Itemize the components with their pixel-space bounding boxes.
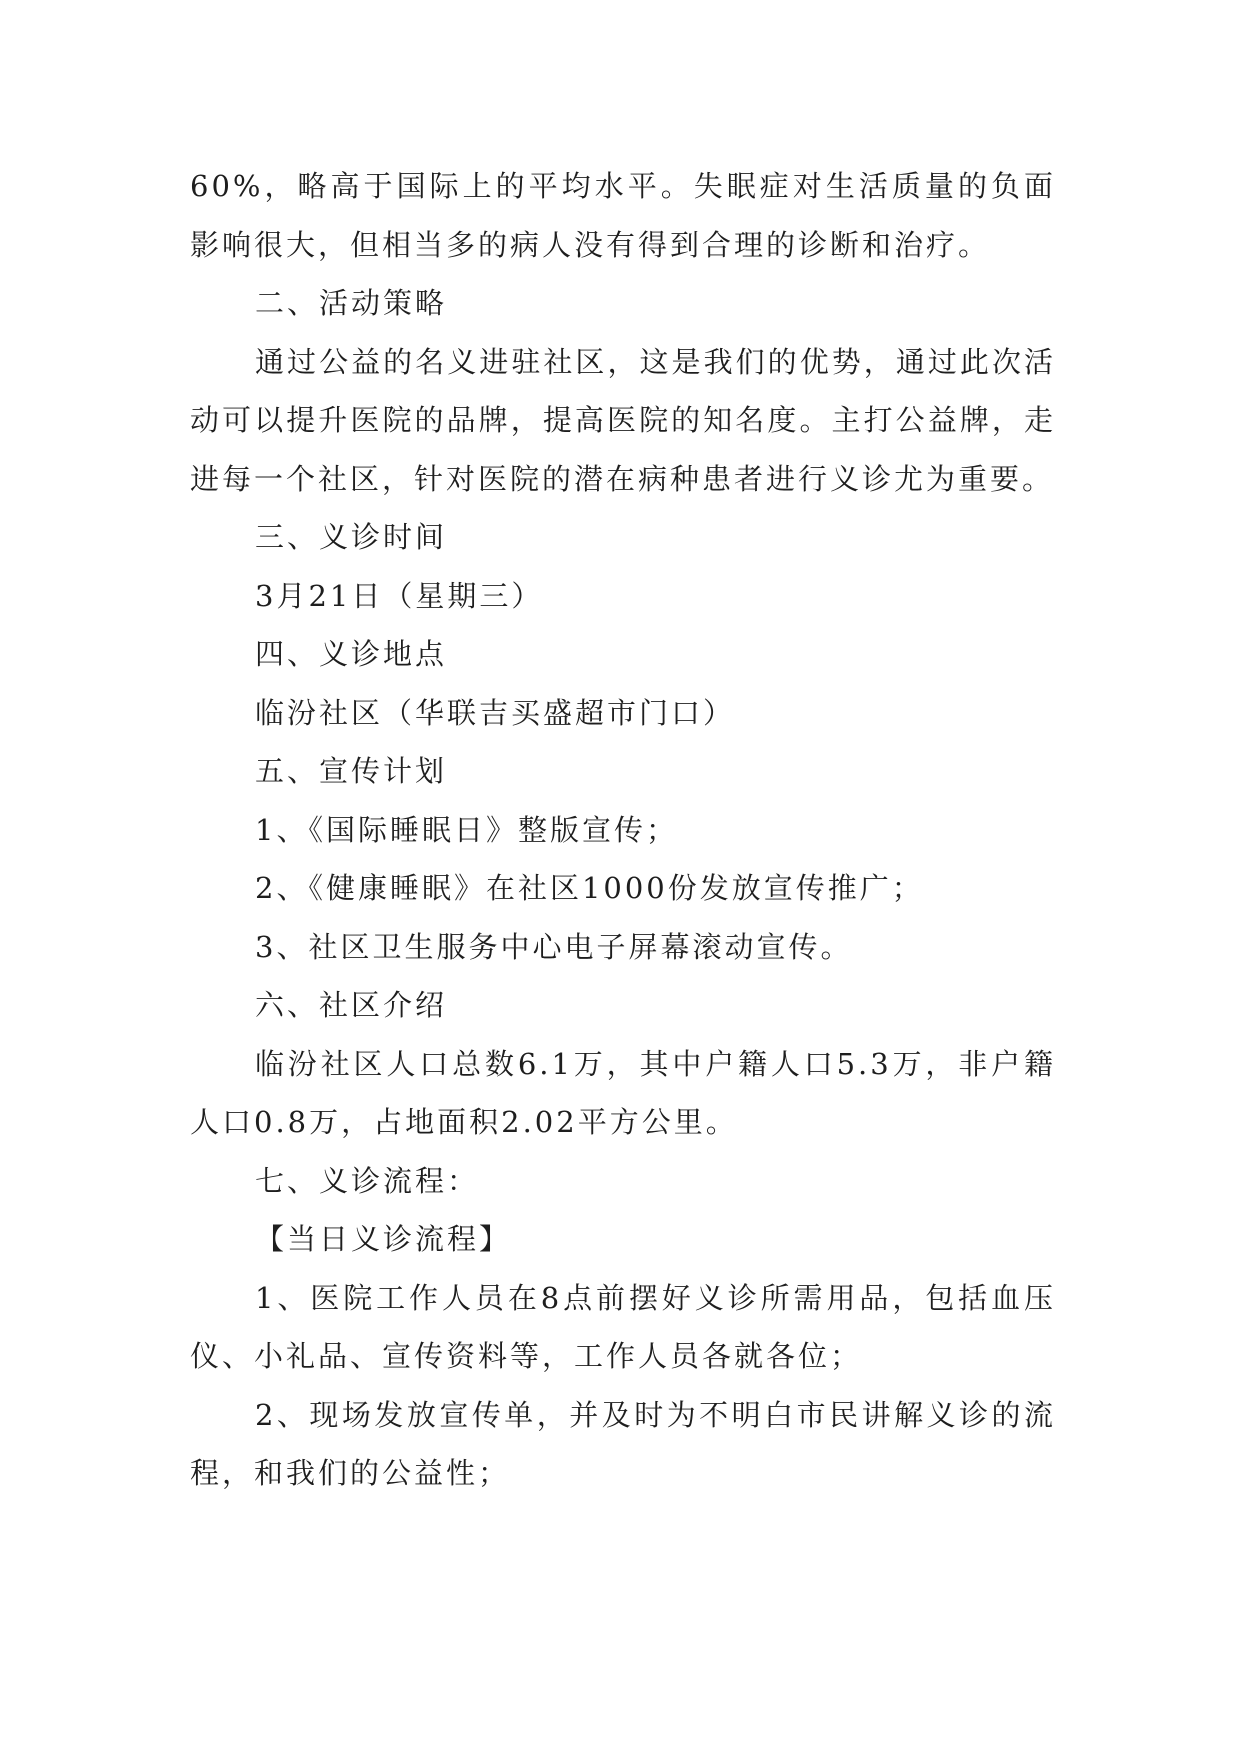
heading-promotion-plan: 五、宣传计划 xyxy=(255,754,448,788)
heading-community-intro: 六、社区介绍 xyxy=(255,988,448,1022)
heading-clinic-time: 三、义诊时间 xyxy=(255,520,448,554)
heading-clinic-process: 七、义诊流程： xyxy=(255,1163,480,1198)
promotion-item-2: 2、《健康睡眠》在社区1000份发放宣传推广； xyxy=(255,871,924,905)
heading-activity-strategy: 二、活动策略 xyxy=(255,286,448,320)
heading-clinic-location: 四、义诊地点 xyxy=(255,637,448,671)
process-step-2: 2、现场发放宣传单，并及时为不明白市民讲解义诊的流程，和我们的公益性； xyxy=(190,1397,1056,1490)
paragraph-strategy: 通过公益的名义进驻社区，这是我们的优势，通过此次活动可以提升医院的品牌，提高医院的知名度。主打公益牌，走进每一个社区，针对医院的潜在病种患者进行义诊尤为重要。 xyxy=(190,344,1056,496)
paragraph-community-intro: 临汾社区人口总数6.1万，其中户籍人口5.3万，非户籍人口0.8万，占地面积2.02平方公里。 xyxy=(190,1046,1056,1139)
clinic-date: 3月21日（星期三） xyxy=(255,578,544,613)
document-body xyxy=(190,157,1056,1503)
promotion-item-1: 1、《国际睡眠日》整版宣传； xyxy=(255,812,678,847)
paragraph-continuation: 60%，略高于国际上的平均水平。失眠症对生活质量的负面影响很大，但相当多的病人没有得到合理的诊断和治疗。 xyxy=(190,169,1056,262)
subheading-daily-process: 【当日义诊流程】 xyxy=(255,1222,512,1256)
clinic-location: 临汾社区（华联吉买盛超市门口） xyxy=(255,695,736,730)
promotion-item-3: 3、社区卫生服务中心电子屏幕滚动宣传。 xyxy=(255,929,853,964)
process-step-1: 1、医院工作人员在8点前摆好义诊所需用品，包括血压仪、小礼品、宣传资料等，工作人员各就各位； xyxy=(190,1280,1056,1373)
